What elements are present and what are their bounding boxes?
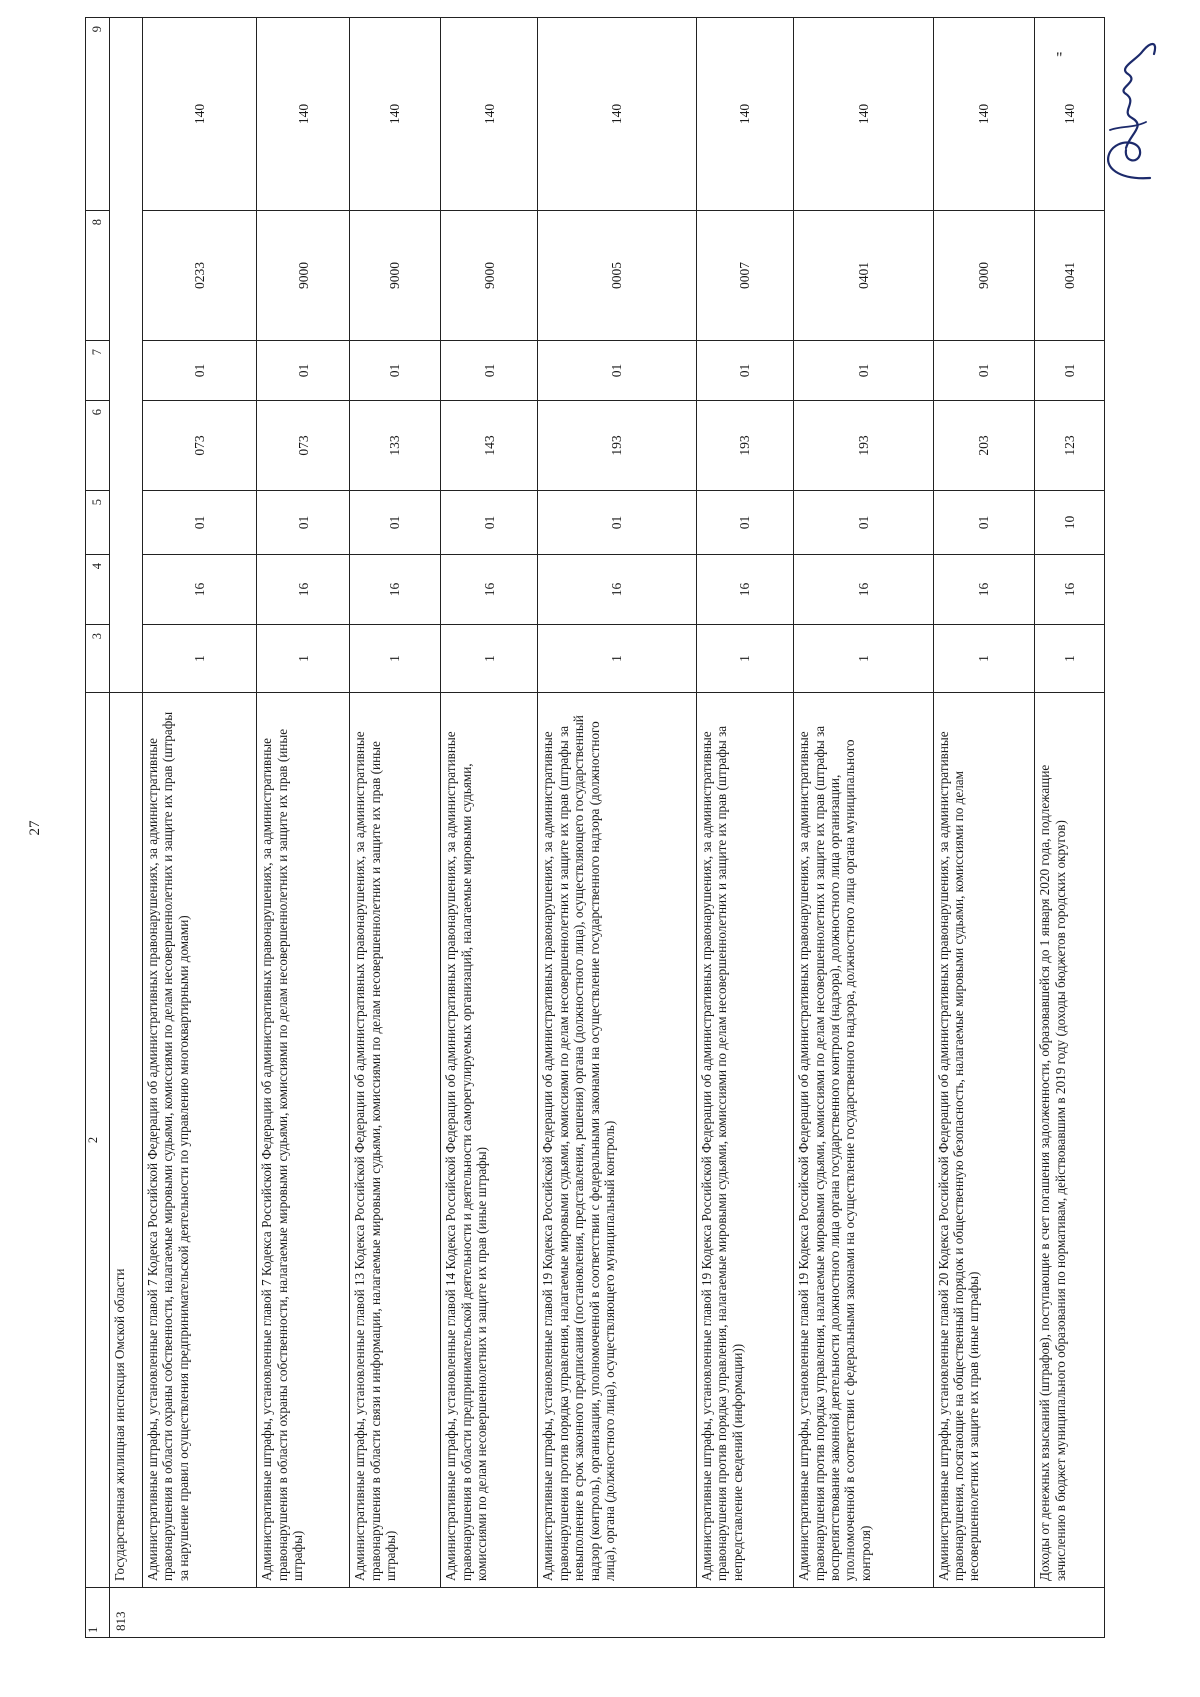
table-row bbox=[257, 18, 350, 1638]
code-cell: 1 bbox=[794, 625, 934, 693]
code-cell: 0007 bbox=[696, 211, 793, 341]
revenue-description: Административные штрафы, установленные главой 19 Кодекса Российской Федерации об административных правонарушениях, за административные правонарушения против порядка управления, налагаемые мировыми судьями, комиссиями по делам несовершеннолетних и защите их прав (штрафы за воспрепятствование законной деятельности должностного лица органа государственного контроля (надзора), должностного лица организации, уполномоченной в соответствии с федеральными законами на осуществление государственного надзора, должностного лица органа муниципального контроля) bbox=[794, 693, 934, 1588]
code-cell: 9000 bbox=[350, 211, 441, 341]
code-cell: 16 bbox=[696, 555, 793, 625]
revenue-description: Административные штрафы, установленные главой 19 Кодекса Российской Федерации об административных правонарушениях, за административные правонарушения против порядка управления, налагаемые мировыми судьями, комиссиями по делам несовершеннолетних и защите их прав (штрафы за невыполнение в срок законного предписания (постановления, представления, решения) органа (должностного лица), осуществляющего государственный надзор (контроль), организации, уполномоченной в соответствии с федеральными законами на осуществление государственного надзора (должностного лица), органа (должностного лица), осуществляющего муниципальный контроль) bbox=[538, 693, 697, 1588]
column-number: 4 bbox=[86, 555, 110, 625]
code-cell: 1 bbox=[538, 625, 697, 693]
code-cell: 01 bbox=[441, 341, 538, 401]
revenue-codes-table bbox=[85, 17, 1105, 1638]
rotated-table-sheet bbox=[27, 18, 1105, 1638]
code-cell: 140 bbox=[257, 18, 350, 211]
column-number: 6 bbox=[86, 401, 110, 491]
code-cell: 01 bbox=[143, 491, 257, 555]
code-cell: 140 bbox=[538, 18, 697, 211]
code-cell: 01 bbox=[257, 491, 350, 555]
code-cell: 1 bbox=[143, 625, 257, 693]
code-cell: 01 bbox=[441, 491, 538, 555]
column-number-row bbox=[86, 18, 110, 1638]
code-cell: 140 bbox=[696, 18, 793, 211]
code-cell: 01 bbox=[143, 341, 257, 401]
code-cell: 16 bbox=[538, 555, 697, 625]
column-number: 7 bbox=[86, 341, 110, 401]
table-row bbox=[538, 18, 697, 1638]
revenue-description: Административные штрафы, установленные главой 19 Кодекса Российской Федерации об административных правонарушениях, за административные правонарушения против порядка управления, налагаемые мировыми судьями, комиссиями по делам несовершеннолетних и защите их прав (штрафы за непредставление сведений (информации)) bbox=[696, 693, 793, 1588]
closing-quote-mark: " bbox=[1056, 50, 1063, 67]
column-number: 2 bbox=[86, 693, 110, 1588]
code-cell: 140 bbox=[933, 18, 1034, 211]
code-cell: 01 bbox=[696, 341, 793, 401]
code-cell: 193 bbox=[538, 401, 697, 491]
revenue-description: Административные штрафы, установленные главой 7 Кодекса Российской Федерации об административных правонарушениях, за административные правонарушения в области охраны собственности, налагаемые мировыми судьями, комиссиями по делам несовершеннолетних и защите их прав (штрафы за нарушение правил осуществления предпринимательской деятельности по управлению многоквартирными домами) bbox=[143, 693, 257, 1588]
code-cell: 01 bbox=[794, 491, 934, 555]
code-cell: 16 bbox=[794, 555, 934, 625]
code-cell: 9000 bbox=[933, 211, 1034, 341]
table-row bbox=[1035, 18, 1105, 1638]
code-cell: 01 bbox=[933, 341, 1034, 401]
column-number: 1 bbox=[86, 1588, 110, 1638]
code-cell: 123 bbox=[1035, 401, 1105, 491]
column-number: 8 bbox=[86, 211, 110, 341]
table-row bbox=[441, 18, 538, 1638]
revenue-description: Доходы от денежных взысканий (штрафов), поступающие в счет погашения задолженности, образовавшейся до 1 января 2020 года, подлежащие зачислению в бюджет муниципального образования по нормативам, действовавшим в 2019 году (доходы бюджетов городских округов) bbox=[1035, 693, 1105, 1588]
code-cell: 16 bbox=[441, 555, 538, 625]
code-cell: 01 bbox=[794, 341, 934, 401]
empty-cell bbox=[110, 18, 143, 693]
code-cell: 0041 bbox=[1035, 211, 1105, 341]
column-number: 3 bbox=[86, 625, 110, 693]
revenue-description: Административные штрафы, установленные главой 13 Кодекса Российской Федерации об административных правонарушениях, за административные правонарушения в области связи и информации, налагаемые мировыми судьями, комиссиями по делам несовершеннолетних и защите их прав (иные штрафы) bbox=[350, 693, 441, 1588]
code-cell: 16 bbox=[1035, 555, 1105, 625]
code-cell: 01 bbox=[350, 341, 441, 401]
table-row bbox=[933, 18, 1034, 1638]
code-cell: 140 bbox=[350, 18, 441, 211]
code-cell: 01 bbox=[933, 491, 1034, 555]
revenue-description: Административные штрафы, установленные главой 7 Кодекса Российской Федерации об административных правонарушениях, за административные правонарушения в области охраны собственности, налагаемые мировыми судьями, комиссиями по делам несовершеннолетних и защите их прав (иные штрафы) bbox=[257, 693, 350, 1588]
table-row bbox=[143, 18, 257, 1638]
table-row bbox=[794, 18, 934, 1638]
code-cell: 193 bbox=[794, 401, 934, 491]
column-number: 9 bbox=[86, 18, 110, 211]
code-cell: 1 bbox=[1035, 625, 1105, 693]
code-cell: 140 bbox=[143, 18, 257, 211]
code-cell: 140 bbox=[1035, 18, 1105, 211]
code-cell: 01 bbox=[257, 341, 350, 401]
code-cell: 16 bbox=[350, 555, 441, 625]
code-cell: 1 bbox=[350, 625, 441, 693]
code-cell: 01 bbox=[1035, 341, 1105, 401]
agency-code: 813 bbox=[110, 1588, 1105, 1638]
code-cell: 1 bbox=[441, 625, 538, 693]
code-cell: 16 bbox=[143, 555, 257, 625]
table-row bbox=[350, 18, 441, 1638]
code-cell: 01 bbox=[696, 491, 793, 555]
code-cell: 073 bbox=[257, 401, 350, 491]
agency-row bbox=[110, 18, 143, 1638]
code-cell: 9000 bbox=[257, 211, 350, 341]
code-cell: 1 bbox=[257, 625, 350, 693]
code-cell: 10 bbox=[1035, 491, 1105, 555]
code-cell: 133 bbox=[350, 401, 441, 491]
code-cell: 16 bbox=[257, 555, 350, 625]
code-cell: 0233 bbox=[143, 211, 257, 341]
code-cell: 203 bbox=[933, 401, 1034, 491]
agency-name: Государственная жилищная инспекция Омской области bbox=[110, 693, 143, 1588]
table-row bbox=[696, 18, 793, 1638]
code-cell: 1 bbox=[933, 625, 1034, 693]
code-cell: 140 bbox=[794, 18, 934, 211]
code-cell: 193 bbox=[696, 401, 793, 491]
code-cell: 140 bbox=[441, 18, 538, 211]
code-cell: 073 bbox=[143, 401, 257, 491]
code-cell: 01 bbox=[350, 491, 441, 555]
column-number: 5 bbox=[86, 491, 110, 555]
page-number: 27 bbox=[27, 820, 43, 836]
code-cell: 01 bbox=[538, 491, 697, 555]
code-cell: 0005 bbox=[538, 211, 697, 341]
code-cell: 01 bbox=[538, 341, 697, 401]
handwritten-signature bbox=[1080, 30, 1170, 190]
code-cell: 1 bbox=[696, 625, 793, 693]
code-cell: 143 bbox=[441, 401, 538, 491]
revenue-description: Административные штрафы, установленные главой 14 Кодекса Российской Федерации об административных правонарушениях, за административные правонарушения в области предпринимательской деятельности и деятельности саморегулируемых организаций, налагаемые мировыми судьями, комиссиями по делам несовершеннолетних и защите их прав (иные штрафы) bbox=[441, 693, 538, 1588]
code-cell: 9000 bbox=[441, 211, 538, 341]
code-cell: 0401 bbox=[794, 211, 934, 341]
code-cell: 16 bbox=[933, 555, 1034, 625]
revenue-description: Административные штрафы, установленные главой 20 Кодекса Российской Федерации об административных правонарушениях, за административные правонарушения, посягающие на общественный порядок и общественную безопасность, налагаемые мировыми судьями, комиссиями по делам несовершеннолетних и защите их прав (иные штрафы) bbox=[933, 693, 1034, 1588]
